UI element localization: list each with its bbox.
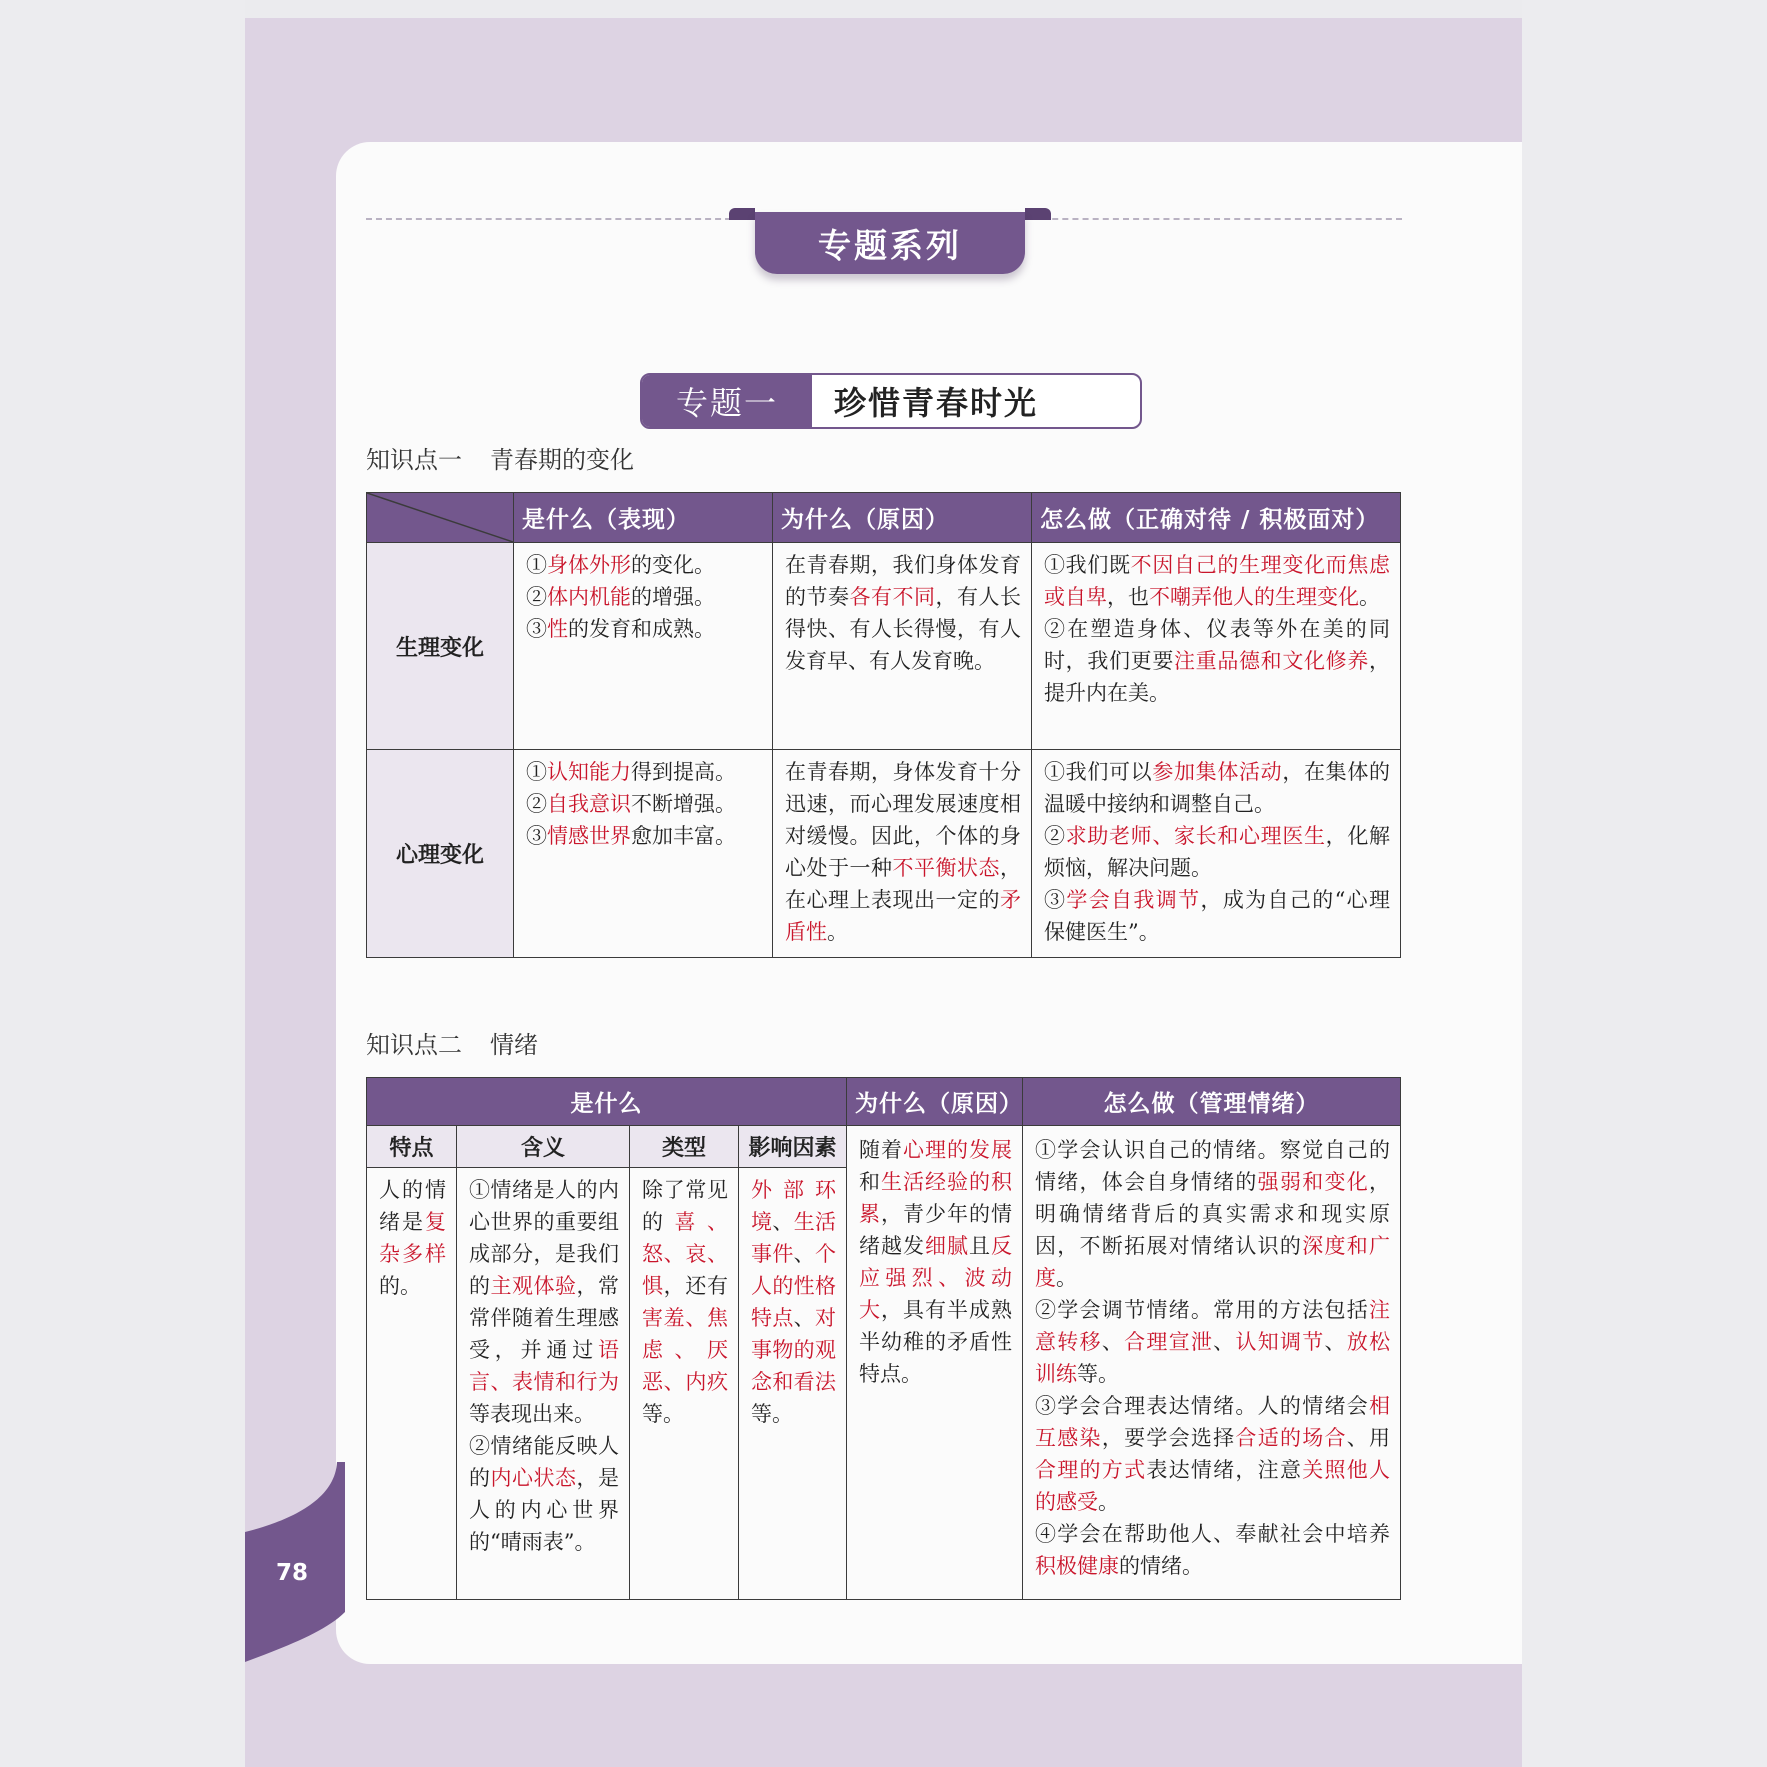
subheader-feature: 特点 — [367, 1126, 457, 1168]
text-run: ② — [1044, 824, 1066, 848]
text-run: 。 — [1359, 585, 1380, 609]
subheader-factors: 影响因素 — [739, 1126, 847, 1168]
text-run: 的增强。 — [631, 585, 715, 609]
text-run: 等。 — [1077, 1362, 1119, 1386]
row-label-physical: 生理变化 — [367, 543, 514, 750]
cell-paragraph — [1044, 756, 1390, 820]
highlighted-term: 情感世界 — [547, 824, 631, 848]
highlighted-term: 喜、怒、哀、惧 — [642, 1210, 728, 1298]
text-run: ，也 — [1107, 585, 1149, 609]
table-corner-cell — [367, 493, 514, 543]
text-run: 的发育和成熟。 — [568, 617, 715, 641]
text-run: ④学会在帮助他人、奉献社会中培养 — [1035, 1522, 1390, 1546]
text-run: 等。 — [642, 1402, 684, 1426]
cell-paragraph — [1035, 1390, 1390, 1518]
text-run: ②情绪能反映人的 — [469, 1434, 619, 1490]
topic-number: 专题一 — [642, 375, 812, 427]
text-run: 、 — [1101, 1330, 1125, 1354]
kp1-header-why: 为什么（原因） — [773, 493, 1032, 543]
physical-why-cell — [773, 543, 1032, 750]
cell-paragraph — [1035, 1294, 1390, 1390]
highlighted-term: 注重品德和文化修养 — [1174, 649, 1369, 673]
text-run: 。 — [827, 920, 848, 944]
highlighted-term: 反应强烈、波动大 — [859, 1234, 1012, 1322]
text-run: ，是人的内心世界的“晴雨表”。 — [469, 1466, 619, 1554]
highlighted-term: 积极健康 — [1035, 1554, 1119, 1578]
text-run: ，明确情绪背后的真实需求和现实原因，不断拓展对情绪认识的 — [1035, 1170, 1391, 1258]
text-run: 在青春期，身体发育十分迅速，而心理发展速度相对缓慢。因此，个体的身心处于一种 — [785, 760, 1021, 880]
psychological-why-cell — [773, 750, 1032, 958]
highlighted-term: 关照他人的感受 — [1035, 1458, 1391, 1514]
kp2-table — [366, 1077, 1401, 1600]
text-run: 等表现出来。 — [469, 1402, 595, 1426]
text-run: 在青春期，我们身体发育的节奏 — [785, 553, 1021, 609]
highlighted-term: 语言、表情和行为 — [469, 1338, 619, 1394]
text-run: 的情绪。 — [1119, 1554, 1203, 1578]
dashed-divider-right — [1032, 218, 1402, 220]
text-run: ，具有半成熟半幼稚的矛盾性特点。 — [859, 1298, 1012, 1386]
highlighted-term: 放松训练 — [1035, 1330, 1391, 1386]
kp1-title: 青春期的变化 — [490, 446, 634, 474]
page-number: 78 — [276, 1560, 309, 1586]
highlighted-term: 性 — [547, 617, 568, 641]
text-run: ③学会合理表达情绪。人的情绪会 — [1035, 1394, 1369, 1418]
highlighted-term: 复杂多样 — [379, 1210, 446, 1266]
text-run: ，常常伴随着生理感受，并通过 — [469, 1274, 619, 1362]
text-run: ，在集体的温暖中接纳和调整自己。 — [1044, 760, 1391, 816]
text-run: 。 — [1056, 1266, 1077, 1290]
text-run: ②学会调节情绪。常用的方法包括 — [1035, 1298, 1369, 1322]
highlighted-term: 认知调节 — [1235, 1330, 1325, 1354]
kp2-label: 知识点二 — [366, 1031, 462, 1059]
text-run: ，成为自己的“心理保健医生”。 — [1044, 888, 1391, 944]
cell-paragraph — [526, 788, 762, 820]
cell-paragraph — [1044, 820, 1390, 884]
text-run: ①我们既 — [1044, 553, 1131, 577]
text-run: ② — [526, 585, 547, 609]
emotion-types-cell — [630, 1168, 739, 1600]
text-run: ①我们可以 — [1044, 760, 1153, 784]
kp2-header-why: 为什么（原因） — [847, 1078, 1023, 1126]
text-run: ① — [526, 553, 547, 577]
text-run: 、用 — [1346, 1426, 1391, 1450]
cell-paragraph — [469, 1430, 619, 1558]
highlighted-term: 细腻 — [925, 1234, 969, 1258]
highlighted-term: 认知能力 — [547, 760, 631, 784]
kp1-header-what: 是什么（表现） — [514, 493, 773, 543]
text-run: ，青少年的情绪越发 — [859, 1202, 1012, 1258]
dashed-divider-left — [366, 218, 751, 220]
highlighted-term: 求助老师、家长和心理医生 — [1065, 824, 1326, 848]
kp2-header-what: 是什么 — [367, 1078, 847, 1126]
highlighted-term: 不嘲弄他人的生理变化 — [1149, 585, 1359, 609]
text-run: ，还有 — [663, 1274, 729, 1298]
text-run: ① — [526, 760, 547, 784]
cell-paragraph — [526, 581, 762, 613]
cell-paragraph — [1044, 549, 1390, 613]
series-header-tab — [755, 212, 1025, 274]
highlighted-term: 个人的性格特点 — [751, 1242, 837, 1330]
tab-fold-left — [729, 208, 755, 220]
cell-paragraph — [642, 1174, 728, 1430]
kp2-title: 情绪 — [490, 1031, 538, 1059]
cell-paragraph — [379, 1174, 446, 1302]
text-run: ，化解烦恼，解决问题。 — [1044, 824, 1391, 880]
highlighted-term: 心理的发展 — [903, 1138, 1012, 1162]
knowledge-point-2-heading — [366, 1025, 538, 1060]
highlighted-term: 矛盾性 — [785, 888, 1021, 944]
text-run: ，要学会选择 — [1101, 1426, 1236, 1450]
text-run: ，在心理上表现出一定的 — [785, 856, 1021, 912]
highlighted-term: 主观体验 — [490, 1274, 577, 1298]
highlighted-term: 体内机能 — [547, 585, 631, 609]
highlighted-term: 深度和广度 — [1035, 1234, 1391, 1290]
text-run: 随着 — [859, 1138, 903, 1162]
text-run: 等。 — [751, 1402, 793, 1426]
right-margin — [1522, 0, 1767, 1767]
text-run: 不断增强。 — [631, 792, 736, 816]
text-run: ③ — [1044, 888, 1067, 912]
cell-paragraph — [1044, 613, 1390, 709]
subheader-meaning: 含义 — [457, 1126, 630, 1168]
topic-banner — [640, 373, 1142, 429]
highlighted-term: 生活经验的积累 — [859, 1170, 1012, 1226]
cell-paragraph — [526, 613, 762, 645]
text-run: 且 — [969, 1234, 991, 1258]
physical-what-cell — [514, 543, 773, 750]
cell-paragraph — [751, 1174, 836, 1430]
highlighted-term: 害羞、焦虑、厌恶、内疚 — [642, 1306, 728, 1394]
topic-title: 珍惜青春时光 — [834, 384, 1039, 422]
highlighted-term: 相互感染 — [1035, 1394, 1390, 1450]
cell-paragraph — [526, 820, 762, 852]
cell-paragraph — [785, 756, 1021, 948]
text-run: 、 — [1213, 1330, 1236, 1354]
kp1-table — [366, 492, 1401, 958]
highlighted-term: 外部环境 — [751, 1178, 836, 1234]
highlighted-term: 合理的方式 — [1035, 1458, 1147, 1482]
highlighted-term: 对事物的观念和看法 — [751, 1306, 837, 1394]
text-run: 、 — [793, 1242, 816, 1266]
emotion-feature-cell — [367, 1168, 457, 1600]
text-run: 、 — [1324, 1330, 1347, 1354]
text-run: 、 — [793, 1306, 816, 1330]
subheader-types: 类型 — [630, 1126, 739, 1168]
series-title: 专题系列 — [818, 225, 962, 265]
text-run: ② — [526, 792, 547, 816]
text-run: 得到提高。 — [631, 760, 736, 784]
cell-paragraph — [526, 756, 762, 788]
text-run: ，有人长得快、有人长得慢，有人发育早、有人发育晚。 — [785, 585, 1021, 673]
highlighted-term: 学会自我调节 — [1066, 888, 1201, 912]
text-run: 、 — [772, 1210, 794, 1234]
text-run: 除了常见的 — [642, 1178, 728, 1234]
emotion-why-cell — [847, 1126, 1023, 1600]
text-run: 的变化。 — [631, 553, 715, 577]
text-run: ，提升内在美。 — [1044, 649, 1390, 705]
emotion-factors-cell — [739, 1168, 847, 1600]
highlighted-term: 合理宣泄 — [1124, 1330, 1214, 1354]
text-run: 人的情绪是 — [379, 1178, 446, 1234]
text-run: 和 — [859, 1170, 881, 1194]
emotion-meaning-cell — [457, 1168, 630, 1600]
tab-fold-right — [1025, 208, 1051, 220]
physical-how-cell — [1032, 543, 1401, 750]
cell-paragraph — [785, 549, 1021, 677]
highlighted-term: 强弱和变化 — [1257, 1170, 1370, 1194]
kp2-header-how: 怎么做（管理情绪） — [1023, 1078, 1401, 1126]
text-run: ①学会认识自己的情绪。察觉自己的情绪，体会自身情绪的 — [1035, 1138, 1390, 1194]
highlighted-term: 合适的场合 — [1235, 1426, 1347, 1450]
text-run: ②在塑造身体、仪表等外在美的同时，我们更要 — [1044, 617, 1390, 673]
kp1-label: 知识点一 — [366, 446, 462, 474]
cell-paragraph — [469, 1174, 619, 1430]
text-run: ①情绪是人的内心世界的重要组成部分，是我们的 — [469, 1178, 619, 1298]
highlighted-term: 注意转移 — [1035, 1298, 1390, 1354]
highlighted-term: 不平衡状态 — [892, 856, 1000, 880]
highlighted-term: 内心状态 — [490, 1466, 577, 1490]
emotion-how-cell — [1023, 1126, 1401, 1600]
text-run: 。 — [1098, 1490, 1119, 1514]
cell-paragraph — [1035, 1134, 1390, 1294]
text-run: 的。 — [379, 1274, 421, 1298]
cell-paragraph — [526, 549, 762, 581]
text-run: 表达情绪，注意 — [1146, 1458, 1303, 1482]
highlighted-term: 自我意识 — [547, 792, 631, 816]
cell-paragraph — [1035, 1518, 1390, 1582]
kp1-header-how: 怎么做（正确对待 / 积极面对） — [1032, 493, 1401, 543]
highlighted-term: 不因自己的生理变化而焦虑或自卑 — [1044, 553, 1391, 609]
text-run: ③ — [526, 824, 547, 848]
psychological-what-cell — [514, 750, 773, 958]
left-margin — [0, 0, 245, 1767]
cell-paragraph — [859, 1134, 1012, 1390]
text-run: ③ — [526, 617, 547, 641]
psychological-how-cell — [1032, 750, 1401, 958]
row-label-psychological: 心理变化 — [367, 750, 514, 958]
text-run: 愈加丰富。 — [631, 824, 736, 848]
highlighted-term: 参加集体活动 — [1152, 760, 1283, 784]
cell-paragraph — [1044, 884, 1390, 948]
highlighted-term: 各有不同 — [849, 585, 936, 609]
highlighted-term: 生活事件 — [751, 1210, 837, 1266]
highlighted-term: 身体外形 — [547, 553, 631, 577]
knowledge-point-1-heading — [366, 440, 634, 475]
